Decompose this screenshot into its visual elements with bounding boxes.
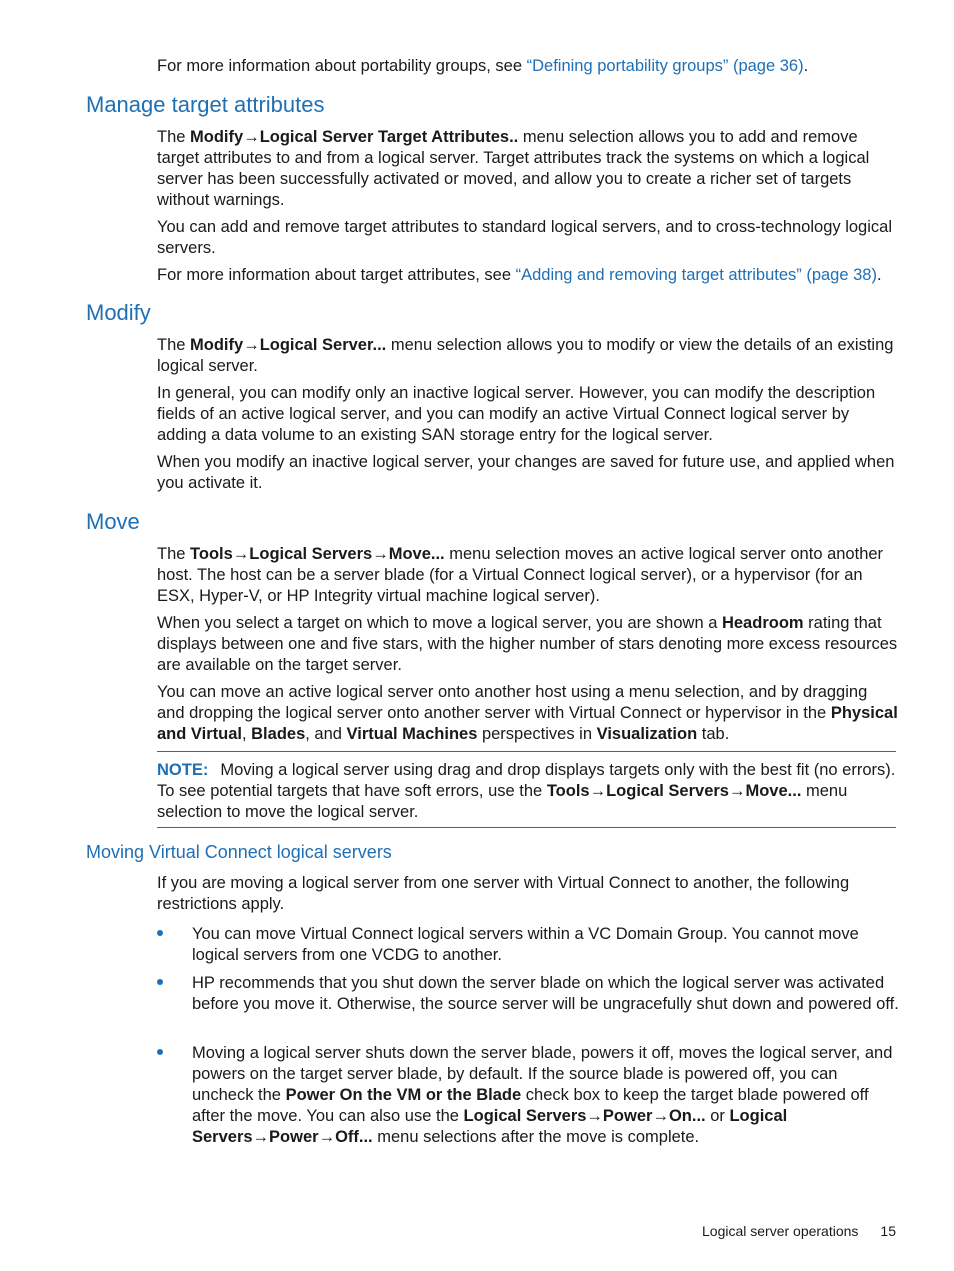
manage-paragraph-3: For more information about target attributes, see “Adding and removing target attributes” (page 38). [157,266,882,284]
list-item: You can move Virtual Connect logical servers within a VC Domain Group. You cannot move logical servers from one VCDG to another. [157,924,899,966]
move-paragraph-1: The Tools→Logical Servers→Move... menu selection moves an active logical server onto another host. The host can be a server blade (for a Virtual Connect logical server), or a hypervisor (for an ESX, Hyper-V, or HP Integrity virtual machine logical server). [157,545,884,605]
modify-paragraph-1: The Modify→Logical Server... menu selection allows you to modify or view the details of an existing logical server. [157,336,894,375]
footer-title: Logical server operations [702,1223,859,1239]
heading-move: Move [86,509,140,534]
note-box: NOTE: Moving a logical server using drag and drop displays targets only with the best fit (no errors). To see potential targets that have soft errors, use the Tools→Logical Servers→Move... menu selection to move the logical server. [157,761,896,821]
modify-paragraph-2: In general, you can modify only an inactive logical server. However, you can modify the description fields of an active logical server, and you can modify an active Virtual Connect logical server by adding a data volume to an existing SAN storage entry for the logical server. [157,384,876,444]
heading-modify: Modify [86,300,151,325]
note-top-rule [157,751,896,752]
target-attributes-link[interactable]: “Adding and removing target attributes” (page 38) [515,266,877,284]
intro-paragraph: For more information about portability groups, see “Defining portability groups” (page 36). [157,57,809,75]
list-item: HP recommends that you shut down the server blade on which the logical server was activated before you move it. Otherwise, the source server will be ungracefully shut down and powered off. [157,973,899,1015]
manage-paragraph-1: The Modify→Logical Server Target Attributes.. menu selection allows you to add and remove target attributes to and from a logical server. Target attributes track the systems on which a logical server has been successfully activated or moved, and allow you to create a richer set of targets without warnings. [157,128,870,209]
portability-groups-link[interactable]: “Defining portability groups” (page 36) [526,57,804,75]
page-footer [702,1223,896,1239]
list-item: Moving a logical server shuts down the server blade, powers it off, moves the logical server, and powers on the target server blade, by default. If the source blade is powered off, you can uncheck the Power On the VM or the Blade check box to keep the target blade powered off after the move. You can also use the Logical Servers→Power→On... or Logical Servers→Power→Off... menu selections after the move is complete. [157,1043,899,1148]
move-paragraph-3: You can move an active logical server onto another host using a menu selection, and by dragging and dropping the logical server onto another server with Virtual Connect or hypervisor in the Physical and Virtual, Blades, and Virtual Machines perspectives in Visualization tab. [157,683,898,743]
page-number: 15 [880,1223,896,1239]
move-paragraph-2: When you select a target on which to move a logical server, you are shown a Headroom rating that displays between one and five stars, with the higher number of stars denoting more excess resources are available on the target server. [157,614,898,674]
bullet-icon [157,930,163,936]
note-label: NOTE: [157,761,209,779]
modify-paragraph-3: When you modify an inactive logical server, your changes are saved for future use, and applied when you activate it. [157,453,895,492]
bullet-icon [157,979,163,985]
manage-paragraph-2: You can add and remove target attributes to standard logical servers, and to cross-technology logical servers. [157,218,892,257]
bullet-icon [157,1049,163,1055]
note-bottom-rule [157,827,896,828]
heading-moving-vc-logical-servers: Moving Virtual Connect logical servers [86,842,392,862]
heading-manage-target-attributes: Manage target attributes [86,92,325,117]
moving-vc-paragraph-1: If you are moving a logical server from one server with Virtual Connect to another, the following restrictions apply. [157,874,850,913]
